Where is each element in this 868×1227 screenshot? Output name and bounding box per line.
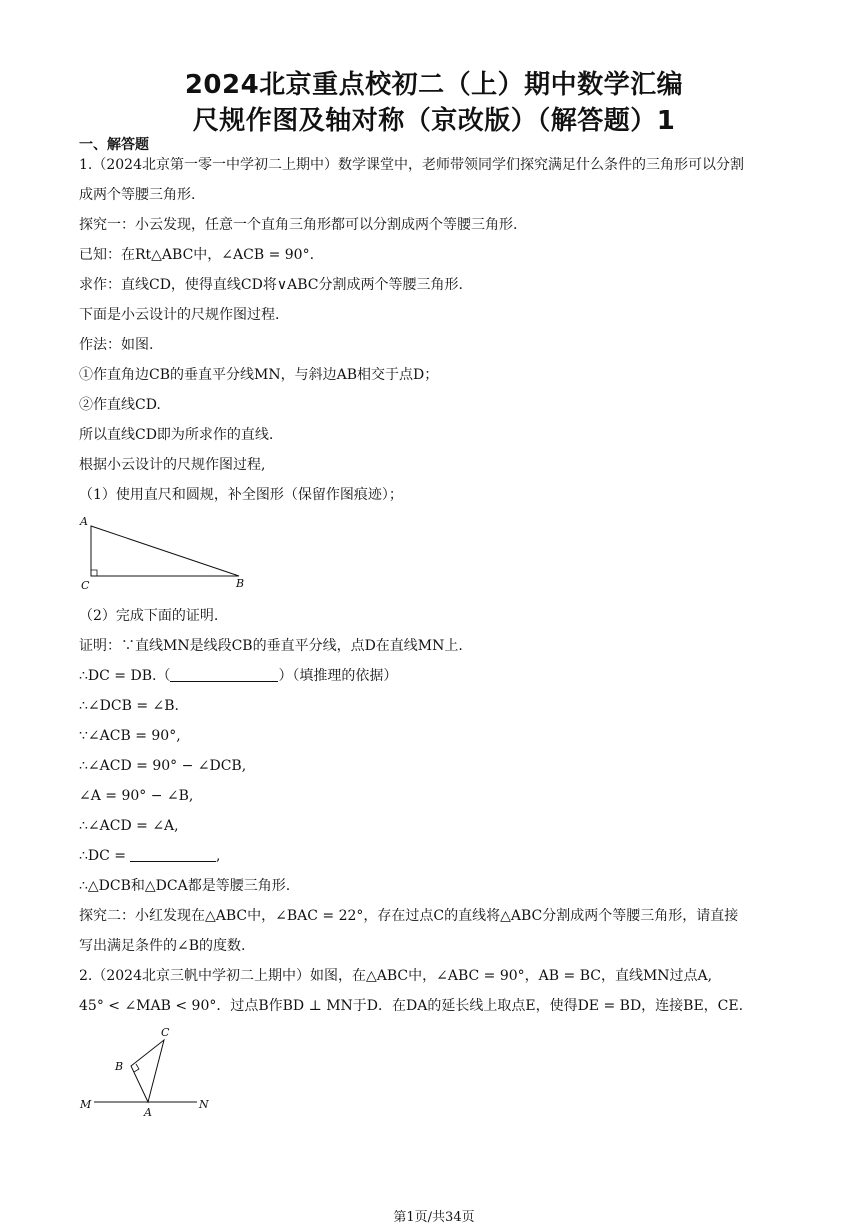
q1-text-line-12: （1）使用直尺和圆规，补全图形（保留作图痕迹）； (79, 487, 403, 503)
label-b: B (115, 1060, 124, 1073)
q1-text-line-4: 已知：在Rt△ABC中，∠ACB = 90°. (79, 247, 315, 263)
q1-text-line-8: ①作直角边CB的垂直平分线MN，与斜边AB相交于点D； (79, 367, 439, 383)
q1-text-line-19: ∠A = 90° − ∠B, (79, 788, 194, 804)
q1-text-line-3: 探究一：小云发现，任意一个直角三角形都可以分割成两个等腰三角形. (79, 217, 518, 233)
reason-blank[interactable] (170, 667, 278, 682)
q1-text-line-2: 成两个等腰三角形. (79, 187, 196, 203)
q1-text-line-16: ∴∠DCB = ∠B. (79, 698, 179, 714)
q1-text-line-6: 下面是小云设计的尺规作图过程. (79, 307, 280, 323)
q1-text-line-21 (79, 847, 799, 865)
document-title-line2: 尺规作图及轴对称（京改版）（解答题）1 (192, 106, 676, 136)
q1-text-line-1: 1.（2024北京第一零一中学初二上期中）数学课堂中，老师带领同学们探究满足什么条件的三角形可以分割 (79, 157, 744, 173)
triangle-abc (91, 526, 239, 576)
label-c: C (161, 1026, 170, 1039)
q1-text-line-17: ∵∠ACB = 90°, (79, 728, 181, 744)
q1-text-line-15 (79, 667, 799, 685)
q1-text-line-9: ②作直线CD. (79, 397, 161, 413)
q1-text-line-14: 证明：∵直线MN是线段CB的垂直平分线，点D在直线MN上. (79, 638, 463, 654)
q1-text-line-5: 求作：直线CD，使得直线CD将∨ABC分割成两个等腰三角形. (79, 277, 463, 293)
dc-answer-blank[interactable] (130, 847, 216, 862)
q2-text-line-2: 45° < ∠MAB < 90°．过点B作BD ⊥ MN于D．在DA的延长线上取点E，使得DE = BD，连接BE，CE. (79, 998, 744, 1014)
q1-l21-suffix: , (216, 848, 221, 864)
q2-text-line-1: 2.（2024北京三帆中学初二上期中）如图，在△ABC中，∠ABC = 90°，AB = BC，直线MN过点A, (79, 968, 713, 984)
q1-right-triangle-figure (74, 512, 254, 594)
right-angle-mark (91, 570, 97, 576)
q1-text-line-13: （2）完成下面的证明. (79, 608, 219, 624)
q1-text-line-20: ∴∠ACD = ∠A, (79, 818, 179, 834)
q1-text-line-7: 作法：如图. (79, 337, 154, 353)
q1-text-line-24: 写出满足条件的∠B的度数. (79, 938, 246, 954)
q1-l15-prefix: ∴DC = DB.（ (79, 668, 171, 684)
section-heading: 一、解答题 (79, 137, 149, 153)
q1-text-line-18: ∴∠ACD = 90° − ∠DCB, (79, 758, 247, 774)
q2-triangle-figure (74, 1022, 224, 1122)
q1-text-line-11: 根据小云设计的尺规作图过程, (79, 457, 266, 473)
label-a: A (80, 515, 88, 528)
label-a: A (144, 1106, 152, 1119)
right-angle-mark (134, 1064, 139, 1072)
q1-text-line-10: 所以直线CD即为所求作的直线. (79, 427, 274, 443)
label-n: N (199, 1098, 209, 1111)
q1-l21-prefix: ∴DC = (79, 848, 127, 864)
q1-text-line-22: ∴△DCB和△DCA都是等腰三角形. (79, 878, 291, 894)
q1-text-line-23: 探究二：小红发现在△ABC中，∠BAC = 22°，存在过点C的直线将△ABC分割成两个等腰三角形，请直接 (79, 908, 739, 924)
page-footer: 第1页/共34页 (393, 1210, 475, 1225)
label-m: M (80, 1098, 92, 1111)
label-b: B (236, 577, 245, 590)
document-title-line1: 2024北京重点校初二（上）期中数学汇编 (184, 70, 684, 100)
label-c: C (81, 579, 90, 592)
q1-l15-suffix: ）（填推理的依据） (278, 668, 398, 684)
